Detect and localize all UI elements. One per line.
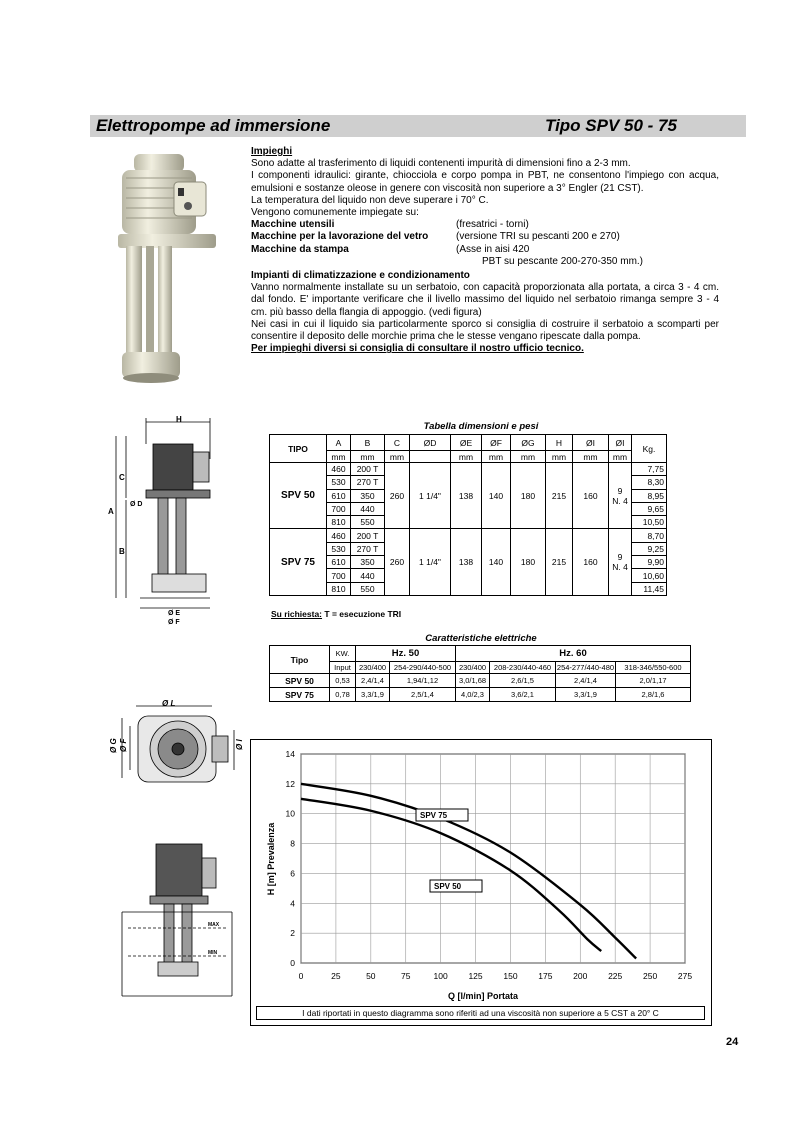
col-header: 254-290/440-500 bbox=[390, 662, 456, 674]
cell: 0,78 bbox=[330, 688, 356, 702]
cell: 350 bbox=[351, 489, 385, 502]
col-header: Hz. 60 bbox=[456, 646, 691, 662]
unit: mm bbox=[546, 451, 573, 463]
label-f: Ø F bbox=[168, 619, 180, 626]
y-tick-label: 4 bbox=[290, 898, 295, 909]
legend-label-spv50: SPV 50 bbox=[434, 882, 462, 891]
col-header: 208-230/440-460 bbox=[490, 662, 556, 674]
col-header: Tipo bbox=[270, 646, 330, 674]
col-header: ØD bbox=[410, 435, 451, 451]
cell: 810 bbox=[327, 582, 351, 595]
x-tick-label: 50 bbox=[366, 971, 376, 981]
label-b: B bbox=[119, 547, 125, 556]
use-row: Macchine utensili (fresatrici - torni) bbox=[251, 219, 529, 231]
cell: 1 1/4" bbox=[410, 463, 451, 529]
cell: 3,3/1,9 bbox=[356, 688, 390, 702]
cell: 260 bbox=[385, 463, 410, 529]
tank-drawing bbox=[108, 836, 243, 1006]
cell: 460 bbox=[327, 529, 351, 542]
label-i: Ø I bbox=[235, 739, 244, 750]
x-tick-label: 175 bbox=[538, 971, 553, 981]
cell: 140 bbox=[482, 529, 511, 595]
description bbox=[251, 146, 719, 355]
paragraph: I componenti idraulici: girante, chiocciola e corpo pompa in PBT, ne consentono l'impiego con acqua, emulsioni e sostanze oleose in genere con viscosità non superiore a 3° Engler (21 CST). bbox=[251, 170, 719, 194]
cell: 460 bbox=[327, 463, 351, 476]
label-a: A bbox=[108, 507, 114, 516]
chart-note: I dati riportati in questo diagramma sono riferiti ad una viscosità non superiore a 5 CST a 20° C bbox=[256, 1006, 705, 1020]
cell: 138 bbox=[451, 463, 482, 529]
el-table-caption: Caratteristiche elettriche bbox=[425, 633, 537, 644]
impieghi-title: Impieghi bbox=[251, 146, 293, 157]
col-header: Input bbox=[330, 662, 356, 674]
legend-spv75 bbox=[416, 809, 468, 821]
col-header: 318-346/550-600 bbox=[616, 662, 691, 674]
col-header: ØI bbox=[573, 435, 609, 451]
page-number: 24 bbox=[726, 1036, 739, 1048]
cell: 8,95 bbox=[632, 489, 667, 502]
cell: 550 bbox=[351, 516, 385, 529]
cell: 215 bbox=[546, 529, 573, 595]
y-tick-label: 2 bbox=[290, 928, 295, 939]
label-max: MAX bbox=[208, 922, 220, 928]
dimension-table bbox=[269, 434, 667, 596]
col-header: 230/400 bbox=[356, 662, 390, 674]
cell: 550 bbox=[351, 582, 385, 595]
paragraph: Sono adatte al trasferimento di liquidi contenenti impurità di dimensioni fino a 2-3 mm. bbox=[251, 158, 631, 170]
cell: 1,94/1,12 bbox=[390, 674, 456, 688]
label-f: Ø F bbox=[119, 738, 128, 752]
label-g: Ø G bbox=[109, 738, 118, 753]
final-note: Per impieghi diversi si consiglia di consultare il nostro ufficio tecnico. bbox=[251, 343, 584, 355]
row-type: SPV 75 bbox=[270, 688, 330, 702]
cell: 0,53 bbox=[330, 674, 356, 688]
label-e: Ø E bbox=[168, 610, 181, 617]
paragraph: La temperatura del liquido non deve superare i 70° C. bbox=[251, 194, 489, 206]
cell: 2,4/1,4 bbox=[356, 674, 390, 688]
cell: 180 bbox=[511, 529, 546, 595]
impianti-title: Impianti di climatizzazione e condizionamento bbox=[251, 270, 470, 282]
x-axis-label: Q [l/min] Portata bbox=[447, 991, 519, 1001]
unit: mm bbox=[385, 451, 410, 463]
y-tick-label: 8 bbox=[290, 838, 295, 849]
dimension-drawing bbox=[98, 414, 238, 629]
col-header: TIPO bbox=[270, 435, 327, 463]
cell: 9,65 bbox=[632, 502, 667, 515]
cell: 3,6/2,1 bbox=[490, 688, 556, 702]
y-tick-label: 12 bbox=[285, 778, 295, 789]
label-min: MIN bbox=[208, 950, 218, 956]
cell: 7,75 bbox=[632, 463, 667, 476]
cell: 2,4/1,4 bbox=[556, 674, 616, 688]
paragraph: Vanno normalmente installate su un serbatoio, con capacità proporzionata alla portata, a circa 3 - 4 cm. dal fondo. E' importante verificare che il livello massimo del liquido nel serbatoio rimanga sempre 3 - 4 cm. più basso della flangia di appoggio. (vedi figura) bbox=[251, 282, 719, 318]
y-tick-label: 14 bbox=[285, 749, 295, 759]
cell: 9 N. 4 bbox=[609, 463, 632, 529]
cell: 9,25 bbox=[632, 542, 667, 555]
col-header: B bbox=[351, 435, 385, 451]
x-tick-label: 75 bbox=[400, 971, 411, 981]
legend-label-spv75: SPV 75 bbox=[420, 811, 448, 820]
use-row: Macchine per la lavorazione del vetro (versione TRI su pescanti 200 e 270) bbox=[251, 231, 620, 243]
col-header: ØI bbox=[609, 435, 632, 451]
page-title: Elettropompe ad immersione bbox=[96, 116, 331, 135]
x-tick-label: 250 bbox=[642, 971, 658, 981]
cell: 700 bbox=[327, 569, 351, 582]
x-tick-labels bbox=[299, 971, 693, 981]
row-type: SPV 75 bbox=[270, 529, 327, 595]
cell: 160 bbox=[573, 529, 609, 595]
unit: mm bbox=[327, 451, 351, 463]
col-header: ØG bbox=[511, 435, 546, 451]
legend-spv50 bbox=[430, 880, 482, 892]
cell: 8,30 bbox=[632, 476, 667, 489]
cell: 138 bbox=[451, 529, 482, 595]
title-band bbox=[90, 115, 746, 137]
dim-table-caption: Tabella dimensioni e pesi bbox=[423, 421, 539, 432]
x-tick-label: 25 bbox=[331, 971, 341, 981]
cell: 10,60 bbox=[632, 569, 667, 582]
x-tick-label: 150 bbox=[503, 971, 518, 981]
cell: 440 bbox=[351, 502, 385, 515]
y-tick-labels bbox=[286, 749, 296, 968]
unit: mm bbox=[511, 451, 546, 463]
cell: 2,6/1,5 bbox=[490, 674, 556, 688]
cell: 530 bbox=[327, 542, 351, 555]
cell: 140 bbox=[482, 463, 511, 529]
use-row: Macchine da stampa (Asse in aisi 420 bbox=[251, 243, 530, 255]
cell: 350 bbox=[351, 556, 385, 569]
unit: mm bbox=[573, 451, 609, 463]
paragraph: Vengono comunemente impiegate su: bbox=[251, 207, 419, 219]
cell: 11,45 bbox=[632, 582, 667, 595]
x-tick-label: 100 bbox=[433, 971, 448, 981]
cell: 215 bbox=[546, 463, 573, 529]
label-c: C bbox=[119, 473, 125, 482]
cell: 200 T bbox=[351, 463, 385, 476]
unit: mm bbox=[609, 451, 632, 463]
cell: 2,0/1,17 bbox=[616, 674, 691, 688]
cell: 4,0/2,3 bbox=[456, 688, 490, 702]
col-header: C bbox=[385, 435, 410, 451]
cell: 200 T bbox=[351, 529, 385, 542]
col-header: ØE bbox=[451, 435, 482, 451]
cell: 3,3/1,9 bbox=[556, 688, 616, 702]
cell: 270 T bbox=[351, 542, 385, 555]
cell: 260 bbox=[385, 529, 410, 595]
col-header: ØF bbox=[482, 435, 511, 451]
cell: 8,70 bbox=[632, 529, 667, 542]
x-tick-label: 225 bbox=[608, 971, 623, 981]
top-view-drawing bbox=[100, 694, 245, 799]
cell: 440 bbox=[351, 569, 385, 582]
col-header: H bbox=[546, 435, 573, 451]
cell: 610 bbox=[327, 489, 351, 502]
cell: 3,0/1,68 bbox=[456, 674, 490, 688]
unit bbox=[410, 451, 451, 463]
cell: 10,50 bbox=[632, 516, 667, 529]
cell: 2,8/1,6 bbox=[616, 688, 691, 702]
cell: 9,90 bbox=[632, 556, 667, 569]
table-note: Su richiesta: T = esecuzione TRI bbox=[271, 609, 402, 619]
y-tick-label: 10 bbox=[285, 808, 295, 819]
y-axis-label: H [m] Prevalenza bbox=[266, 822, 276, 896]
x-tick-label: 200 bbox=[573, 971, 588, 981]
col-header: 230/400 bbox=[456, 662, 490, 674]
x-tick-label: 0 bbox=[298, 971, 304, 981]
unit: mm bbox=[351, 451, 385, 463]
paragraph: Nei casi in cui il liquido sia particolarmente sporco si consiglia di costruire il serbatoio a scomparti per consentire il deposito delle morchie prima che le stesse vengano ripescate dalla pompa. bbox=[251, 318, 719, 343]
cell: 610 bbox=[327, 556, 351, 569]
col-header: A bbox=[327, 435, 351, 451]
col-header: Kg. bbox=[632, 435, 667, 463]
performance-chart bbox=[250, 739, 710, 1004]
cell: 160 bbox=[573, 463, 609, 529]
cell: 9 N. 4 bbox=[609, 529, 632, 595]
cell: 1 1/4" bbox=[410, 529, 451, 595]
cell: 530 bbox=[327, 476, 351, 489]
col-header: 254-277/440-480 bbox=[556, 663, 615, 672]
cell: 810 bbox=[327, 516, 351, 529]
use-row-cont: PBT su pescante 200-270-350 mm.) bbox=[482, 255, 644, 267]
col-header: KW. bbox=[330, 646, 356, 662]
row-type: SPV 50 bbox=[270, 463, 327, 529]
y-tick-label: 0 bbox=[290, 958, 295, 968]
unit: mm bbox=[482, 451, 511, 463]
x-tick-label: 275 bbox=[677, 971, 693, 981]
product-type: Tipo SPV 50 - 75 bbox=[545, 116, 677, 135]
label-l: Ø L bbox=[162, 699, 176, 708]
electrical-table bbox=[269, 645, 691, 702]
label-h: H bbox=[176, 415, 182, 424]
label-d: Ø D bbox=[130, 501, 143, 508]
col-header: Hz. 50 bbox=[356, 646, 456, 662]
unit: mm bbox=[451, 451, 482, 463]
row-type: SPV 50 bbox=[270, 674, 330, 688]
cell: 700 bbox=[327, 502, 351, 515]
cell: 2,5/1,4 bbox=[390, 688, 456, 702]
cell: 270 T bbox=[351, 476, 385, 489]
cell: 180 bbox=[511, 463, 546, 529]
x-tick-label: 125 bbox=[468, 971, 483, 981]
pump-photo bbox=[108, 148, 233, 386]
y-tick-label: 6 bbox=[290, 868, 295, 879]
